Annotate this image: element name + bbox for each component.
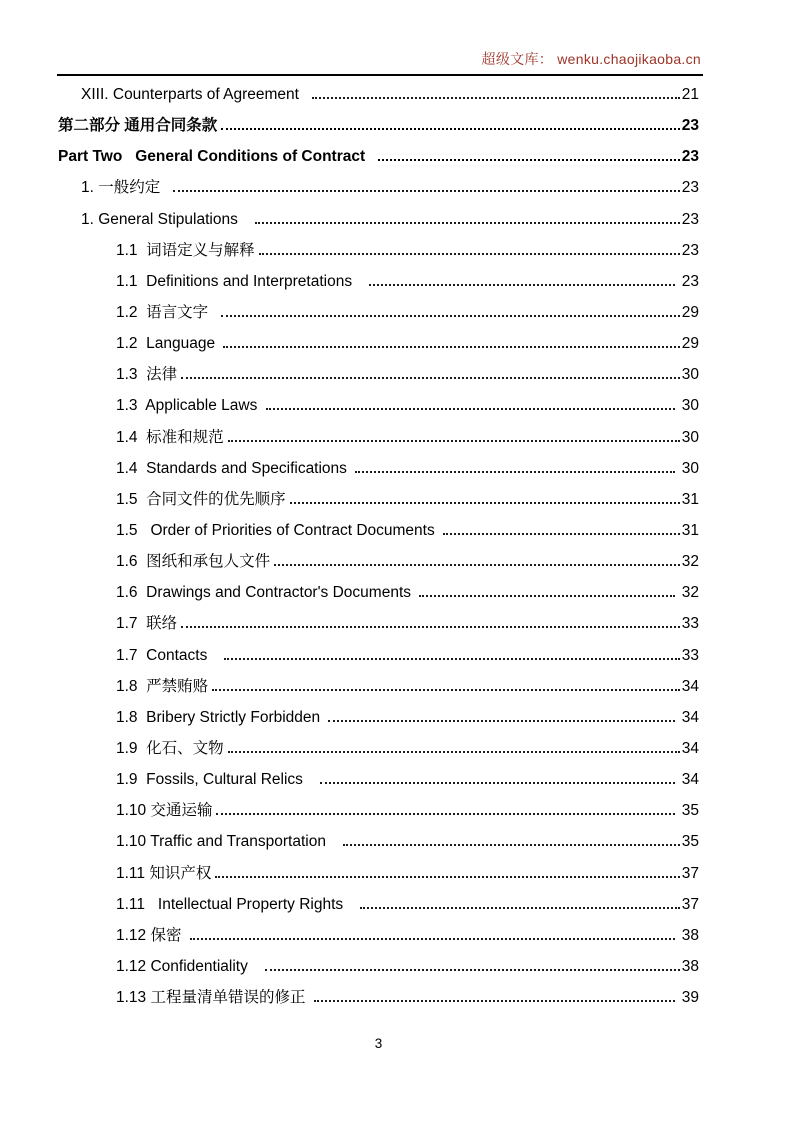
toc-entry-label: 1.7 Contacts bbox=[116, 646, 221, 664]
toc-entry bbox=[58, 608, 699, 639]
toc-entry-page: 23 bbox=[681, 241, 699, 259]
toc-entry bbox=[58, 640, 699, 671]
dot-leader bbox=[290, 502, 680, 504]
toc-entry-label: 1.4 Standards and Specifications bbox=[116, 459, 352, 477]
toc-entry bbox=[58, 795, 699, 826]
toc-entry-page: 34 bbox=[677, 708, 699, 726]
dot-leader bbox=[224, 658, 680, 660]
toc-entry-page: 33 bbox=[681, 646, 699, 664]
toc-entry-page: 33 bbox=[681, 615, 699, 633]
toc-entry-page: 38 bbox=[681, 957, 699, 975]
dot-leader bbox=[228, 751, 680, 753]
toc-entry-label: 1.5 Order of Priorities of Contract Documents bbox=[116, 521, 440, 539]
dot-leader bbox=[312, 97, 680, 99]
dot-leader bbox=[265, 969, 680, 971]
toc-entry-label: 1.7 联络 bbox=[116, 615, 178, 633]
toc-entry-page: 34 bbox=[677, 771, 699, 789]
dot-leader bbox=[190, 938, 676, 940]
dot-leader bbox=[181, 377, 680, 379]
toc-entry bbox=[58, 266, 699, 297]
toc-entry bbox=[58, 110, 699, 141]
toc-entry-page: 30 bbox=[677, 397, 699, 415]
dot-leader bbox=[419, 595, 675, 597]
toc-entry-label: 1.5 合同文件的优先顺序 bbox=[116, 490, 286, 508]
toc-entry-page: 38 bbox=[677, 926, 699, 944]
toc-entry-label: 1.2 Language bbox=[116, 335, 220, 353]
toc-entry bbox=[58, 982, 699, 1013]
toc-entry bbox=[58, 702, 699, 733]
dot-leader bbox=[181, 626, 680, 628]
header-watermark: 超级文库： wenku.chaojikaoba.cn bbox=[481, 51, 701, 67]
toc-entry-label: 1.4 标准和规范 bbox=[116, 428, 224, 446]
toc-entry bbox=[58, 79, 699, 110]
toc-entry-label: 1.13 工程量清单错误的修正 bbox=[116, 989, 310, 1007]
toc-entry-label: 1.10 Traffic and Transportation bbox=[116, 833, 339, 851]
toc-entry-label: 1.9 Fossils, Cultural Relics bbox=[116, 771, 316, 789]
dot-leader bbox=[215, 876, 679, 878]
dot-leader bbox=[378, 159, 680, 161]
toc-entry bbox=[58, 577, 699, 608]
toc-entry bbox=[58, 858, 699, 889]
dot-leader bbox=[314, 1000, 676, 1002]
toc-entry-page: 23 bbox=[681, 148, 699, 166]
toc-entry bbox=[58, 328, 699, 359]
toc-entry-label: XIII. Counterparts of Agreement bbox=[81, 86, 308, 103]
toc-entry bbox=[58, 359, 699, 390]
toc-entry-label: 1.8 Bribery Strictly Forbidden bbox=[116, 708, 325, 726]
dot-leader bbox=[228, 440, 680, 442]
toc-entry-label: 1.11 Intellectual Property Rights bbox=[116, 895, 357, 913]
page-number: 3 bbox=[374, 1036, 383, 1051]
toc-entry-label: 1.12 Confidentiality bbox=[116, 957, 261, 975]
dot-leader bbox=[173, 190, 680, 192]
toc-entry-page: 39 bbox=[677, 989, 699, 1007]
toc-entry-page: 37 bbox=[681, 895, 699, 913]
toc-entry-label: 1.10 交通运输 bbox=[116, 802, 213, 820]
toc-entry-page: 35 bbox=[677, 802, 699, 820]
table-of-contents bbox=[58, 79, 699, 1013]
toc-entry-label: 1.1 Definitions and Interpretations bbox=[116, 272, 366, 290]
toc-entry bbox=[58, 172, 699, 203]
toc-entry-page: 23 bbox=[677, 272, 699, 290]
toc-entry bbox=[58, 733, 699, 764]
toc-entry-label: 第二部分 通用合同条款 bbox=[58, 117, 218, 135]
toc-entry-page: 32 bbox=[677, 584, 699, 602]
toc-entry bbox=[58, 920, 699, 951]
dot-leader bbox=[369, 284, 675, 286]
toc-entry-page: 31 bbox=[681, 490, 699, 508]
toc-entry-page: 30 bbox=[681, 428, 699, 446]
dot-leader bbox=[274, 564, 680, 566]
toc-entry-label: 1. General Stipulations bbox=[81, 210, 251, 228]
toc-entry-label: 1.11 知识产权 bbox=[116, 864, 212, 882]
dot-leader bbox=[223, 346, 679, 348]
toc-entry-page: 34 bbox=[681, 739, 699, 757]
toc-entry-page: 30 bbox=[681, 366, 699, 384]
toc-entry bbox=[58, 453, 699, 484]
toc-entry bbox=[58, 204, 699, 235]
dot-leader bbox=[255, 222, 680, 224]
toc-entry-label: 1.8 严禁贿赂 bbox=[116, 677, 209, 695]
toc-entry-page: 29 bbox=[681, 303, 699, 321]
toc-entry bbox=[58, 764, 699, 795]
toc-entry-page: 23 bbox=[681, 117, 699, 135]
toc-entry-label: 1. 一般约定 bbox=[81, 179, 169, 197]
dot-leader bbox=[443, 533, 680, 535]
dot-leader bbox=[221, 315, 680, 317]
toc-entry-label: 1.2 语言文字 bbox=[116, 303, 217, 321]
toc-entry-page: 31 bbox=[681, 521, 699, 539]
toc-entry-label: Part Two General Conditions of Contract bbox=[58, 148, 374, 166]
toc-entry-page: 30 bbox=[677, 459, 699, 477]
toc-entry-page: 23 bbox=[681, 210, 699, 228]
toc-entry bbox=[58, 546, 699, 577]
dot-leader bbox=[328, 720, 675, 722]
toc-entry-label: 1.3 Applicable Laws bbox=[116, 397, 262, 415]
toc-entry bbox=[58, 951, 699, 982]
toc-entry bbox=[58, 422, 699, 453]
toc-entry bbox=[58, 141, 699, 172]
toc-entry bbox=[58, 235, 699, 266]
dot-leader bbox=[212, 689, 680, 691]
toc-entry-page: 29 bbox=[681, 335, 699, 353]
toc-entry bbox=[58, 390, 699, 421]
toc-entry-page: 37 bbox=[681, 864, 699, 882]
toc-entry-label: 1.3 法律 bbox=[116, 366, 178, 384]
dot-leader bbox=[221, 128, 679, 130]
toc-entry-page: 23 bbox=[681, 179, 699, 197]
dot-leader bbox=[355, 471, 675, 473]
dot-leader bbox=[266, 408, 676, 410]
toc-entry-label: 1.12 保密 bbox=[116, 926, 186, 944]
dot-leader bbox=[259, 253, 680, 255]
dot-leader bbox=[216, 813, 675, 815]
toc-entry bbox=[58, 297, 699, 328]
toc-entry-page: 32 bbox=[681, 553, 699, 571]
toc-entry-label: 1.9 化石、文物 bbox=[116, 739, 224, 757]
toc-entry-label: 1.6 Drawings and Contractor's Documents bbox=[116, 584, 416, 602]
toc-entry-page: 34 bbox=[681, 677, 699, 695]
toc-entry bbox=[58, 515, 699, 546]
toc-entry bbox=[58, 671, 699, 702]
toc-entry bbox=[58, 484, 699, 515]
dot-leader bbox=[320, 782, 676, 784]
toc-entry-page: 21 bbox=[681, 86, 699, 103]
toc-entry bbox=[58, 826, 699, 857]
toc-entry-label: 1.1 词语定义与解释 bbox=[116, 241, 255, 259]
dot-leader bbox=[343, 844, 680, 846]
dot-leader bbox=[360, 907, 680, 909]
toc-entry-label: 1.6 图纸和承包人文件 bbox=[116, 553, 271, 571]
toc-entry-page: 35 bbox=[681, 833, 699, 851]
toc-entry bbox=[58, 889, 699, 920]
header-rule bbox=[57, 74, 703, 76]
